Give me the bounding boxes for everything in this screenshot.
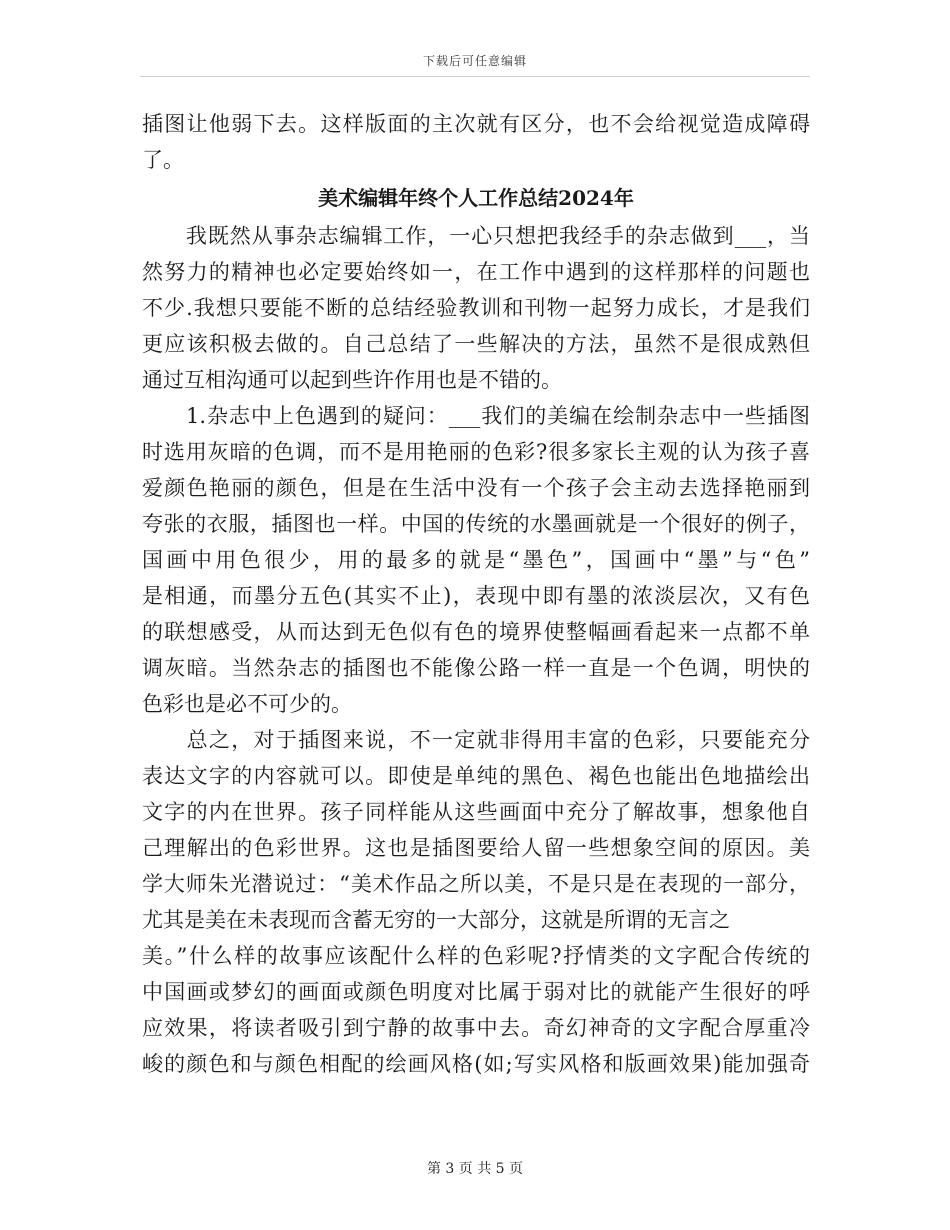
text-line: 调灰暗。当然杂志的插图也不能像公路一样一直是一个色调，明快的 [142, 656, 810, 680]
text-line: 夸张的衣服，插图也一样。中国的传统的水墨画就是一个很好的例子， [142, 512, 810, 536]
document-body [142, 106, 810, 1082]
text-line: 我既然从事杂志编辑工作，一心只想把我经手的杂志做到___，当 [142, 224, 810, 248]
text-line: 总之，对于插图来说，不一定就非得用丰富的色彩，只要能充分 [142, 728, 810, 752]
text-line: 通过互相沟通可以起到些许作用也是不错的。 [142, 368, 562, 392]
text-line: 文字的内在世界。孩子同样能从这些画面中充分了解故事，想象他自 [142, 800, 810, 824]
page-footer: 第 3 页 共 5 页 [426, 1161, 524, 1177]
page-header: 下载后可任意编辑 [422, 54, 527, 68]
document-title: 美术编辑年终个人工作总结2024年 [318, 186, 634, 210]
text-line: 峻的颜色和与颜色相配的绘画风格(如;写实风格和版画效果)能加强奇 [142, 1052, 810, 1076]
text-line: 是相通，而墨分五色(其实不止)，表现中即有墨的浓淡层次，又有色 [142, 584, 810, 608]
text-line: 应效果，将读者吸引到宁静的故事中去。奇幻神奇的文字配合厚重冷 [142, 1016, 810, 1040]
text-line: 爱颜色艳丽的颜色，但是在生活中没有一个孩子会主动去选择艳丽到 [142, 476, 810, 500]
text-line: 尤其是美在未表现而含蓄无穷的一大部分，这就是所谓的无言之 [142, 908, 730, 932]
paragraph [142, 722, 810, 1082]
text-line: 中国画或梦幻的画面或颜色明度对比属于弱对比的就能产生很好的呼 [142, 980, 810, 1004]
text-line: 不少.我想只要能不断的总结经验教训和刊物一起努力成长，才是我们 [142, 296, 810, 320]
text-line: 时选用灰暗的色调，而不是用艳丽的色彩?很多家长主观的认为孩子喜 [142, 440, 810, 464]
text-line: 美。”什么样的故事应该配什么样的色彩呢?抒情类的文字配合传统的 [142, 944, 810, 968]
text-line: 国画中用色很少，用的最多的就是“墨色”，国画中“墨”与“色” [142, 548, 810, 572]
text-line: 学大师朱光潜说过：“美术作品之所以美，不是只是在表现的一部分， [142, 872, 810, 896]
text-line: 了。 [142, 148, 184, 172]
text-line: 表达文字的内容就可以。即使是单纯的黑色、褐色也能出色地描绘出 [142, 764, 810, 788]
paragraph [142, 218, 810, 398]
header-divider [140, 76, 810, 77]
text-line: 插图让他弱下去。这样版面的主次就有区分，也不会给视觉造成障碍 [142, 112, 810, 136]
paragraph [142, 398, 810, 722]
text-line: 更应该积极去做的。自己总结了一些解决的方法，虽然不是很成熟但 [142, 332, 810, 356]
text-line: 1.杂志中上色遇到的疑问：___我们的美编在绘制杂志中一些插图 [142, 404, 810, 428]
text-line: 然努力的精神也必定要始终如一，在工作中遇到的这样那样的问题也 [142, 260, 810, 284]
text-line: 色彩也是必不可少的。 [142, 692, 352, 716]
text-line: 的联想感受，从而达到无色似有色的境界使整幅画看起来一点都不单 [142, 620, 810, 644]
text-line: 己理解出的色彩世界。这也是插图要给人留一些想象空间的原因。美 [142, 836, 810, 860]
